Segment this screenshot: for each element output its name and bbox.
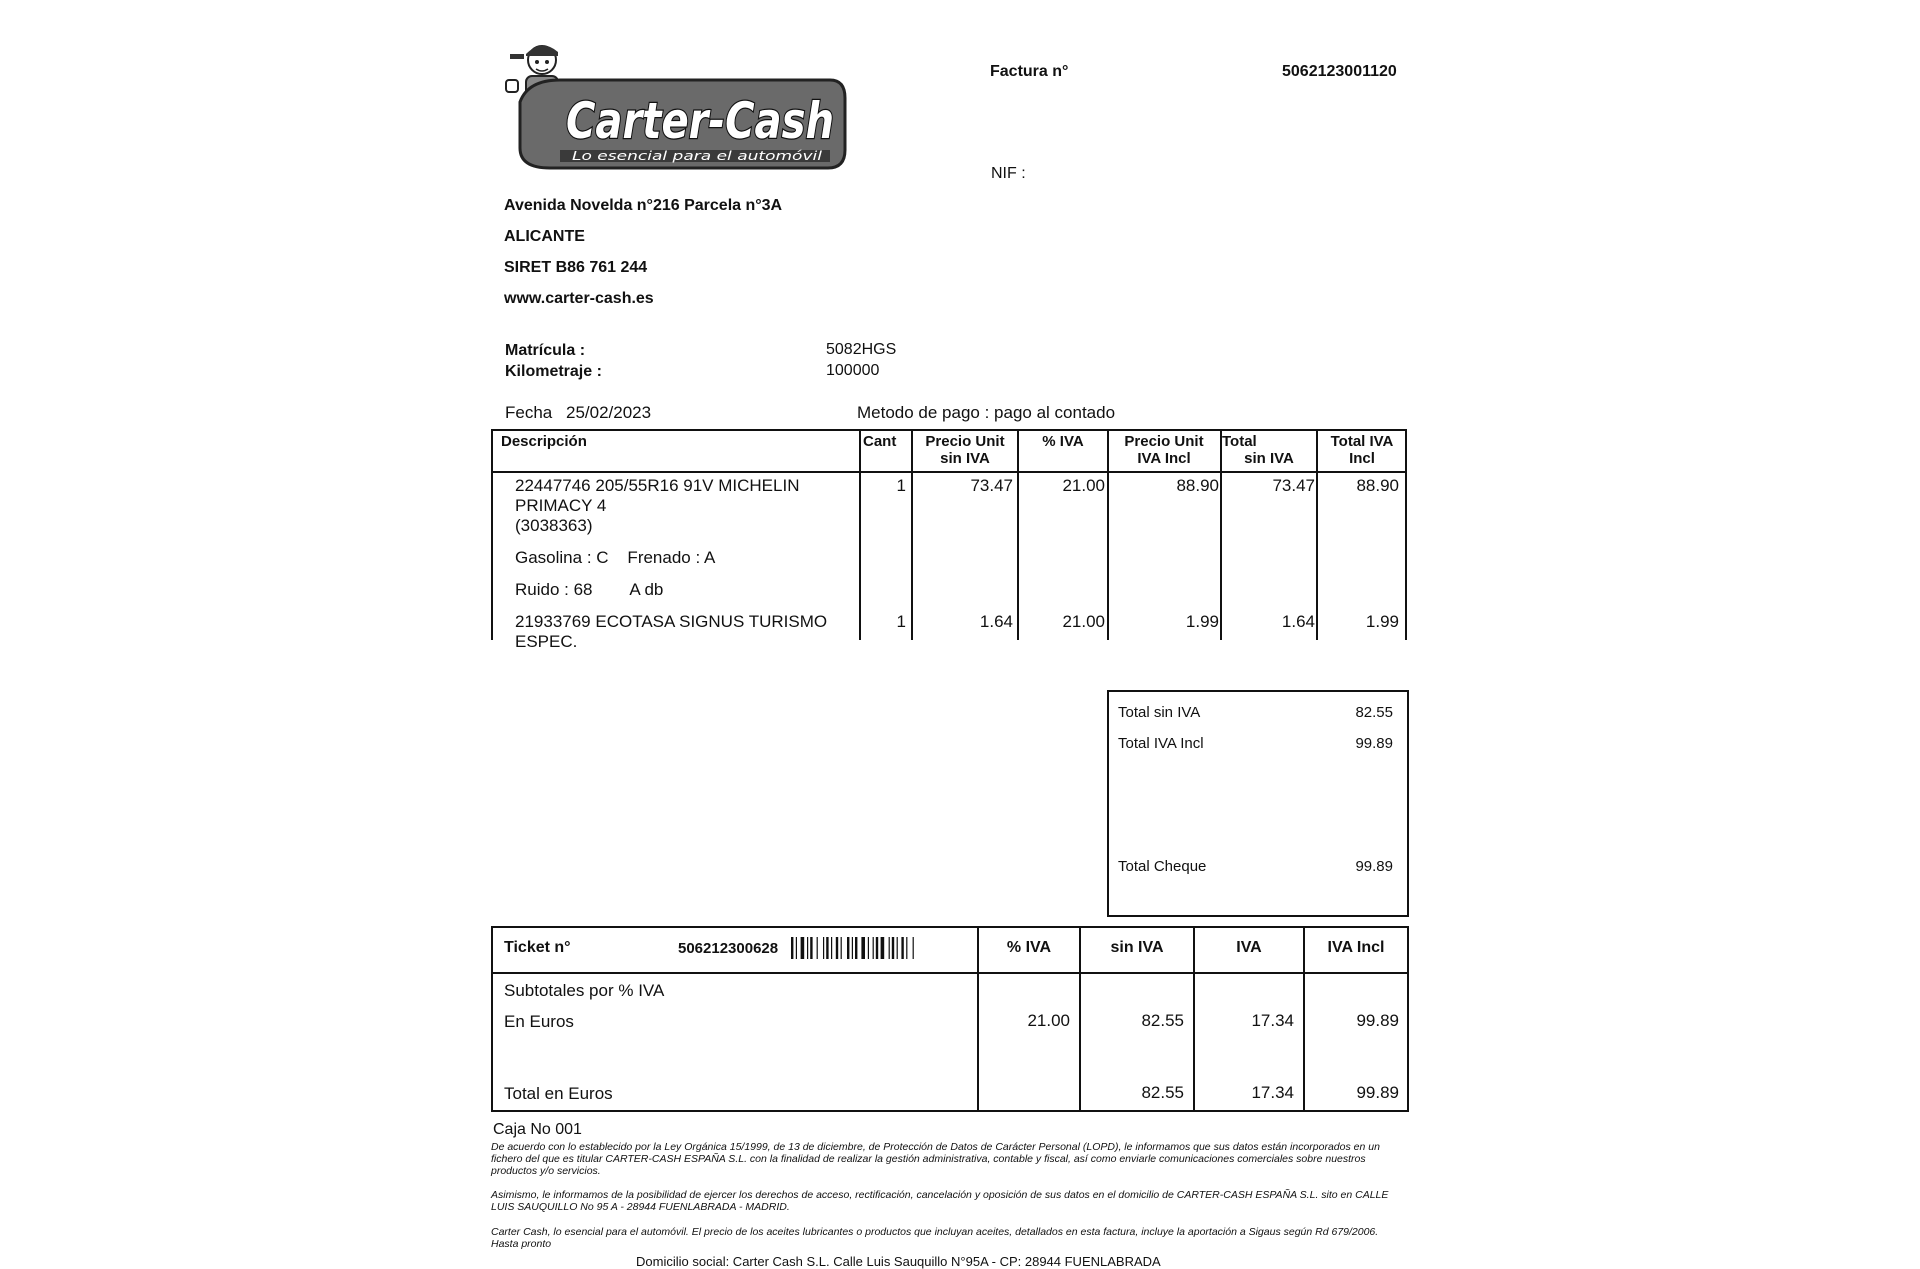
th-pct-iva: % IVA bbox=[1042, 433, 1084, 450]
subtotales-label: Subtotales por % IVA bbox=[504, 981, 665, 1000]
th-total-sin: Total sin IVA bbox=[1222, 433, 1294, 467]
item-row-2-total-incl: 1.99 bbox=[1365, 612, 1399, 631]
subtotal-pct-iva: 21.00 bbox=[1027, 1011, 1070, 1030]
item-row-2-cant: 1 bbox=[896, 612, 906, 631]
item-row-2-desc: 21933769 ECOTASA SIGNUS TURISMO ESPEC. bbox=[515, 612, 828, 651]
factura-number: 5062123001120 bbox=[1282, 63, 1397, 80]
th-precio-unit: Precio Unit sin IVA bbox=[925, 433, 1005, 467]
total-cheque-label: Total Cheque bbox=[1118, 858, 1207, 875]
total-iva-incl-label: Total IVA Incl bbox=[1118, 735, 1204, 752]
legal-paragraph-3: Carter Cash, lo esencial para el automóvil. El precio de los aceites lubricantes o productos que incluyan aceites, detallados en esta factura, incluye la aportación a Sigaus según Rd 679/2006. Hasta pronto bbox=[491, 1226, 1379, 1250]
kilometraje-value: 100000 bbox=[826, 362, 880, 379]
item-row-1-precio-incl: 88.90 bbox=[1176, 476, 1219, 495]
item-row-2-precio-incl: 1.99 bbox=[1185, 612, 1219, 631]
total-euros-iva: 17.34 bbox=[1251, 1083, 1294, 1102]
company-city: ALICANTE bbox=[504, 228, 585, 245]
company-address: Avenida Novelda n°216 Parcela n°3A bbox=[504, 197, 783, 214]
ticket-th-iva-incl: IVA Incl bbox=[1327, 939, 1385, 956]
matricula-value: 5082HGS bbox=[826, 341, 897, 358]
kilometraje-label: Kilometraje : bbox=[505, 363, 602, 380]
total-euros-iva-incl: 99.89 bbox=[1356, 1083, 1399, 1102]
legal-paragraph-1: De acuerdo con lo establecido por la Ley Orgánica 15/1999, de 13 de diciembre, de Protección de Datos de Carácter Personal (LOPD), le informamos que sus datos están incorporados en un fichero del que es titular CARTER-CASH ESPAÑA S.L. con la finalidad de realizar la gestión administrativa, contable y fiscal, así como enviarle comunicaciones comerciales sobre nuestros productos y/o servicios. bbox=[491, 1141, 1380, 1177]
footer-domicilio: Domicilio social: Carter Cash S.L. Calle Luis Sauquillo N°95A - CP: 28944 FUENLABRADA bbox=[636, 1254, 1161, 1269]
th-descripcion: Descripción bbox=[501, 433, 587, 450]
caja-label: Caja No 001 bbox=[493, 1121, 582, 1138]
totals-box bbox=[1107, 690, 1409, 917]
barcode-icon bbox=[791, 937, 953, 959]
th-cant: Cant bbox=[863, 433, 897, 450]
subtotal-iva: 17.34 bbox=[1251, 1011, 1294, 1030]
company-logo bbox=[500, 40, 850, 180]
company-siret: SIRET B86 761 244 bbox=[504, 259, 648, 276]
total-sin-iva-label: Total sin IVA bbox=[1118, 704, 1201, 721]
matricula-label: Matrícula : bbox=[505, 342, 586, 359]
item-row-1-pct-iva: 21.00 bbox=[1062, 476, 1105, 495]
item-row-2-pct-iva: 21.00 bbox=[1062, 612, 1105, 631]
total-iva-incl-value: 99.89 bbox=[1355, 735, 1393, 752]
ticket-th-pct-iva: % IVA bbox=[1006, 939, 1052, 956]
logo-tagline: Lo esencial para el automóvil bbox=[572, 149, 823, 163]
th-total-incl: Total IVA Incl bbox=[1330, 433, 1394, 467]
logo-brand-text: Carter-Cash bbox=[566, 92, 834, 150]
nif-label: NIF : bbox=[991, 165, 1026, 182]
item-row-1-cant: 1 bbox=[896, 476, 906, 495]
factura-label: Factura n° bbox=[990, 63, 1069, 80]
fecha-label: Fecha bbox=[505, 403, 553, 422]
ticket-label: Ticket n° bbox=[504, 939, 571, 956]
item-row-2-total-sin: 1.64 bbox=[1281, 612, 1315, 631]
ticket-th-sin-iva: sin IVA bbox=[1110, 939, 1164, 956]
ticket-number: 506212300628 bbox=[678, 940, 779, 957]
company-website: www.carter-cash.es bbox=[504, 290, 654, 307]
en-euros-label: En Euros bbox=[504, 1012, 574, 1031]
legal-paragraph-2: Asimismo, le informamos de la posibilidad de ejercer los derechos de acceso, rectificación, cancelación y oposición de sus datos en el domicilio de CARTER-CASH ESPAÑA S.L. sito en CALLE LUIS SAUQUILLO No 95 A - 28944 FUENLABRADA - MADRID. bbox=[491, 1189, 1389, 1213]
item-row-1-precio-unit: 73.47 bbox=[970, 476, 1013, 495]
fecha-value: 25/02/2023 bbox=[566, 403, 652, 422]
item-row-1-total-sin: 73.47 bbox=[1272, 476, 1315, 495]
total-euros-label: Total en Euros bbox=[504, 1084, 613, 1103]
item-row-1-desc: 22447746 205/55R16 91V MICHELIN PRIMACY 4 (3038363) Gasolina : C Frenado : A Ruido : 68 A db bbox=[515, 476, 800, 599]
item-row-1-total-incl: 88.90 bbox=[1356, 476, 1399, 495]
metodo-pago: Metodo de pago : pago al contado bbox=[857, 403, 1116, 422]
subtotal-sin-iva: 82.55 bbox=[1141, 1011, 1184, 1030]
ticket-th-iva: IVA bbox=[1236, 939, 1262, 956]
subtotal-iva-incl: 99.89 bbox=[1356, 1011, 1399, 1030]
th-precio-incl: Precio Unit IVA Incl bbox=[1124, 433, 1204, 467]
total-sin-iva-value: 82.55 bbox=[1355, 704, 1393, 721]
item-row-2-precio-unit: 1.64 bbox=[979, 612, 1013, 631]
items-table bbox=[491, 429, 1407, 651]
total-cheque-value: 99.89 bbox=[1355, 858, 1393, 875]
total-euros-sin-iva: 82.55 bbox=[1141, 1083, 1184, 1102]
